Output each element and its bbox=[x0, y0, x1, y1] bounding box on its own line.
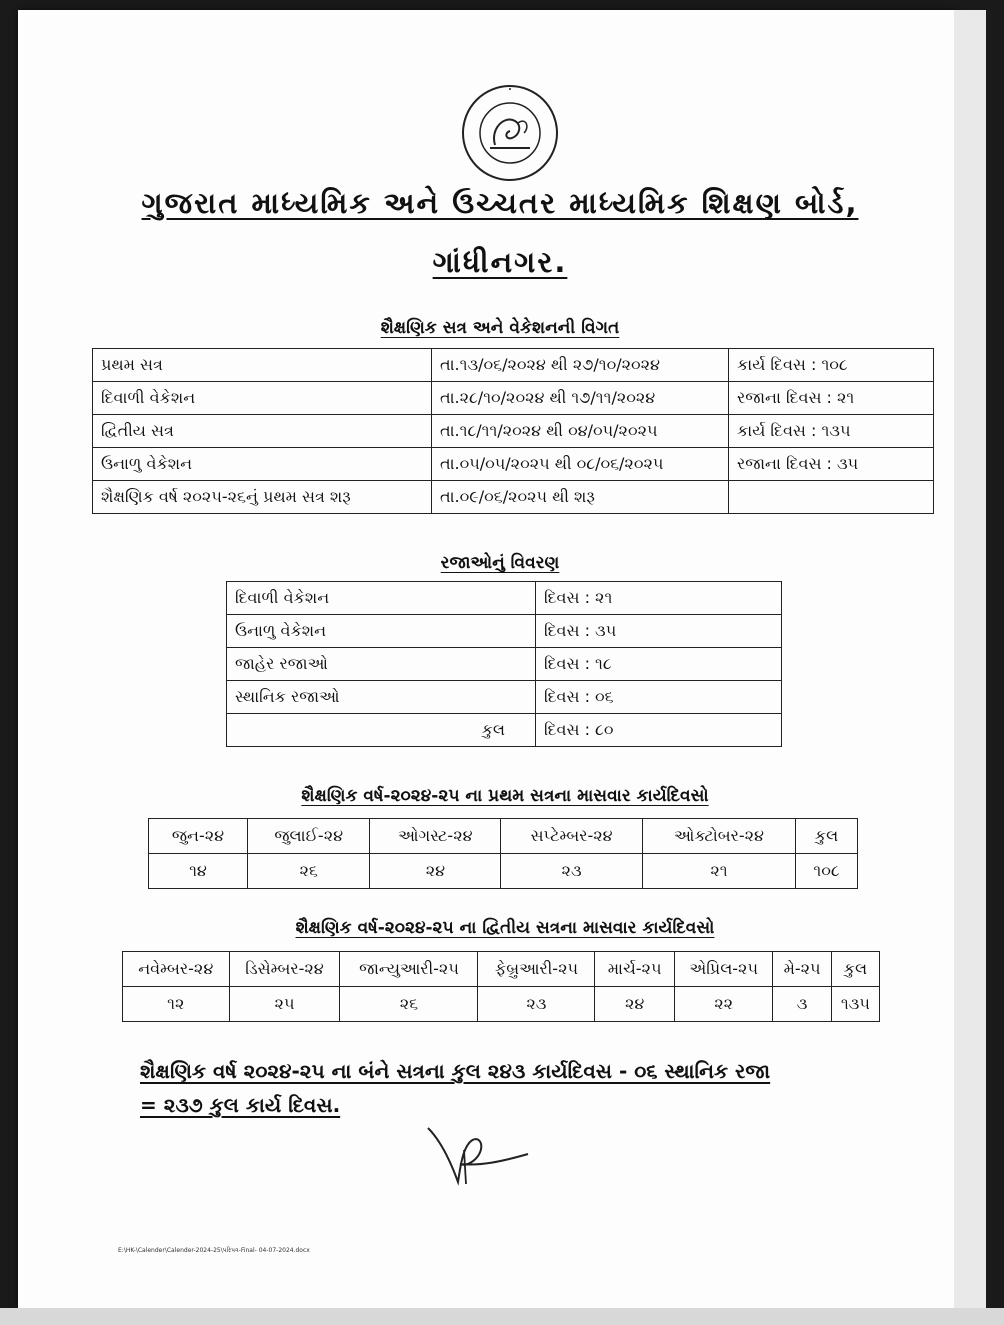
table-row: શૈક્ષણિક વર્ષ ૨૦૨૫-૨૬નું પ્રથમ સત્ર શરૂ તા.૦૯/૦૬/૨૦૨૫ થી શરૂ bbox=[93, 481, 934, 514]
bottom-edge bbox=[0, 1308, 1004, 1325]
holiday-heading: રજાઓનું વિવરણ bbox=[440, 553, 560, 573]
holiday-table bbox=[226, 581, 782, 747]
second-term-table bbox=[122, 951, 880, 1022]
board-title: ગુજરાત માધ્યમિક અને ઉચ્ચતર માધ્યમિક શિક્ષણ બોર્ડ, bbox=[141, 186, 859, 220]
table-row: દ્વિતીય સત્ર તા.૧૮/૧૧/૨૦૨૪ થી ૦૪/૦૫/૨૦૨૫ કાર્ય દિવસ : ૧૩૫ bbox=[93, 415, 934, 448]
first-term-heading: શૈક્ષણિક વર્ષ-૨૦૨૪-૨૫ ના પ્રથમ સત્રના માસવાર કાર્યદિવસો bbox=[301, 786, 709, 806]
page-edge bbox=[954, 10, 986, 1308]
session-table bbox=[92, 348, 934, 514]
table-row: સ્થાનિક રજાઓ દિવસ : ૦૬ bbox=[227, 681, 782, 714]
table-row: નવેમ્બર-૨૪ ડિસેમ્બર-૨૪ જાન્યુઆરી-૨૫ ફેબ્રુઆરી-૨૫ માર્ચ-૨૫ એપ્રિલ-૨૫ મે-૨૫ કુલ bbox=[123, 952, 880, 987]
table-row: ઉનાળુ વેકેશન તા.૦૫/૦૫/૨૦૨૫ થી ૦૮/૦૬/૨૦૨૫ રજાના દિવસ : ૩૫ bbox=[93, 448, 934, 481]
table-row: જાહેર રજાઓ દિવસ : ૧૮ bbox=[227, 648, 782, 681]
table-row: ૧૨ ૨૫ ૨૬ ૨૩ ૨૪ ૨૨ ૩ ૧૩૫ bbox=[123, 987, 880, 1022]
table-row: કુલ દિવસ : ૮૦ bbox=[227, 714, 782, 747]
summary-text: શૈક્ષણિક વર્ષ ૨૦૨૪-૨૫ ના બંને સત્રના કુલ ૨૪૩ કાર્યદિવસ - ૦૬ સ્થાનિક રજા = ૨૩૭ કુલ કાર્ય દિવસ. bbox=[140, 1059, 771, 1117]
board-seal-icon bbox=[460, 83, 560, 183]
table-row: ૧૪ ૨૬ ૨૪ ૨૩ ૨૧ ૧૦૮ bbox=[149, 854, 858, 889]
second-term-heading: શૈક્ષણિક વર્ષ-૨૦૨૪-૨૫ ના દ્વિતીય સત્રના માસવાર કાર્યદિવસો bbox=[295, 918, 715, 938]
signature-icon bbox=[420, 1120, 540, 1195]
session-heading: શૈક્ષણિક સત્ર અને વેકેશનની વિગત bbox=[380, 318, 620, 338]
table-row: જુન-૨૪ જુલાઈ-૨૪ ઓગસ્ટ-૨૪ સપ્ટેમ્બર-૨૪ ઓક્ટોબર-૨૪ કુલ bbox=[149, 819, 858, 854]
table-row: દિવાળી વેકેશન દિવસ : ૨૧ bbox=[227, 582, 782, 615]
file-path: E:\HK-\Calender\Calender-2024-25\પરિપત્ર-Final- 04-07-2024.docx bbox=[118, 1247, 310, 1254]
first-term-table bbox=[148, 818, 858, 889]
table-row: પ્રથમ સત્ર તા.૧૩/૦૬/૨૦૨૪ થી ૨૭/૧૦/૨૦૨૪ કાર્ય દિવસ : ૧૦૮ bbox=[93, 349, 934, 382]
table-row: ઉનાળુ વેકેશન દિવસ : ૩૫ bbox=[227, 615, 782, 648]
board-city: ગાંધીનગર. bbox=[432, 245, 568, 279]
table-row: દિવાળી વેકેશન તા.૨૮/૧૦/૨૦૨૪ થી ૧૭/૧૧/૨૦૨૪ રજાના દિવસ : ૨૧ bbox=[93, 382, 934, 415]
